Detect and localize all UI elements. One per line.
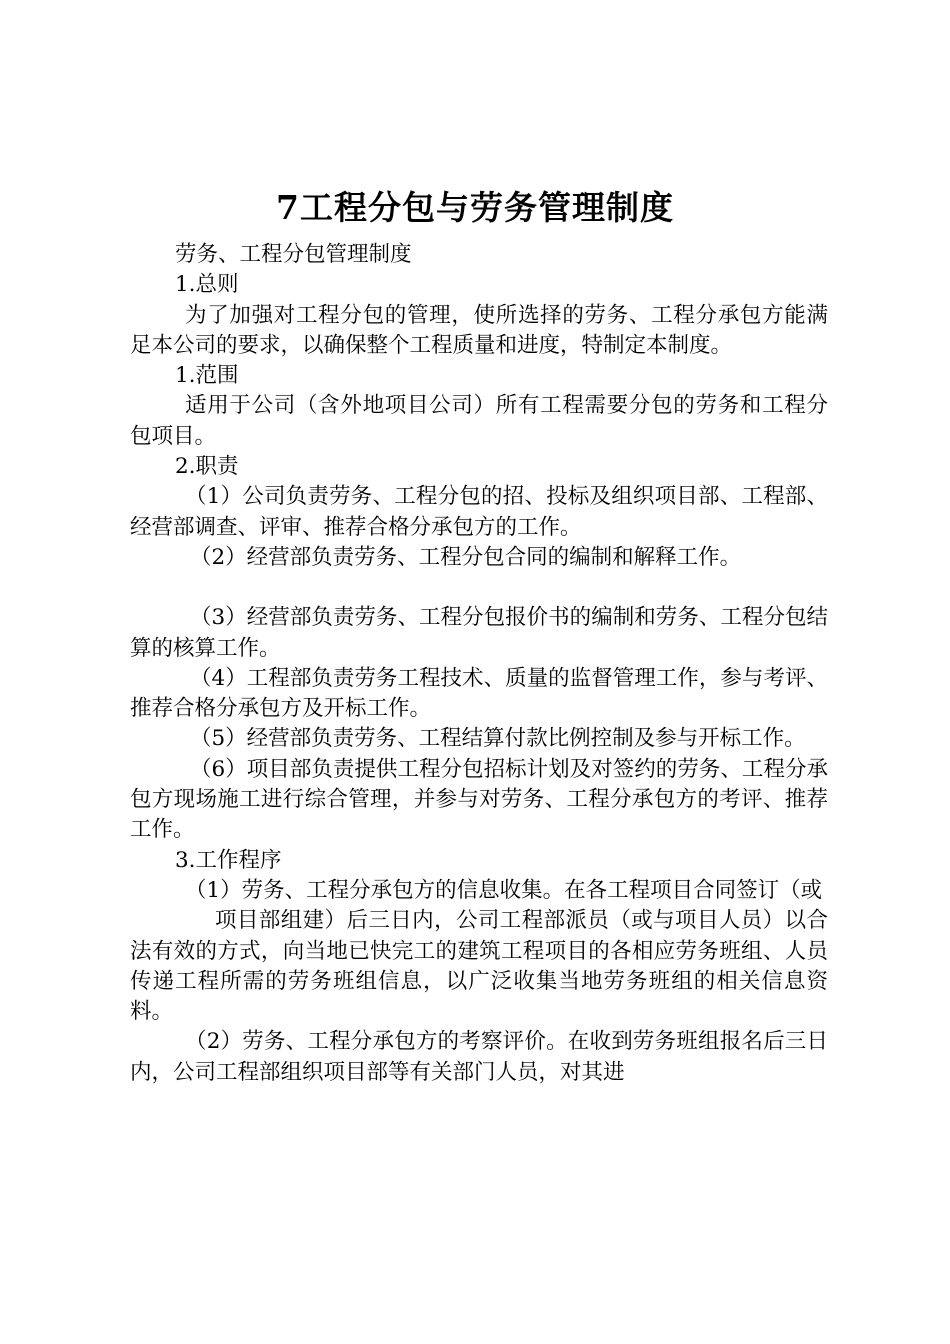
paragraph-purpose: 为了加强对工程分包的管理，使所选择的劳务、工程分承包方能满足本公司的要求，以确保整个工程质量和进度，特制定本制度。: [130, 302, 828, 358]
section-heading-procedure: 3.工作程序: [175, 847, 282, 873]
document-title: 7工程分包与劳务管理制度: [276, 188, 674, 227]
section-heading-general: 1.总则: [175, 272, 239, 298]
paragraph-duty-2: （2）经营部负责劳务、工程分包合同的编制和解释工作。: [190, 544, 742, 570]
section-heading-duties: 2.职责: [175, 454, 239, 480]
paragraph-duty-4: （4）工程部负责劳务工程技术、质量的监督管理工作，参与考评、推荐合格分承包方及开标工作。: [130, 665, 828, 722]
document-body: [130, 240, 828, 1088]
paragraph-duty-3: （3）经营部负责劳务、工程分包报价书的编制和劳务、工程分包结算的核算工作。: [130, 605, 828, 661]
paragraph-procedure-1: （1）劳务、工程分承包方的信息收集。在各工程项目合同签订（或: [185, 877, 823, 903]
paragraph-duty-5: （5）经营部负责劳务、工程结算付款比例控制及参与开标工作。: [190, 726, 806, 752]
paragraph-scope: 适用于公司（含外地项目公司）所有工程需要分包的劳务和工程分包项目。: [130, 393, 828, 449]
paragraph-procedure-2: （2）劳务、工程分承包方的考察评价。在收到劳务班组报名后三日内，公司工程部组织项目部等有关部门人员，对其进: [130, 1029, 828, 1085]
section-heading-scope: 1.范围: [175, 363, 239, 389]
paragraph-procedure-1-cont: 项目部组建）后三日内，公司工程部派员（或与项目人员）以合法有效的方式，向当地已快完工的建筑工程项目的各相应劳务班组、人员传递工程所需的劳务班组信息，以广泛收集当地劳务班组的相关信息资料。: [130, 908, 828, 1025]
paragraph-duty-6: （6）项目部负责提供工程分包招标计划及对签约的劳务、工程分承包方现场施工进行综合管理，并参与对劳务、工程分承包方的考评、推荐工作。: [130, 756, 828, 843]
paragraph-duty-1: （1）公司负责劳务、工程分包的招、投标及组织项目部、工程部、经营部调查、评审、推荐合格分承包方的工作。: [130, 484, 828, 540]
blank-line: [130, 573, 828, 603]
paragraph-subtitle: 劳务、工程分包管理制度: [175, 242, 412, 267]
